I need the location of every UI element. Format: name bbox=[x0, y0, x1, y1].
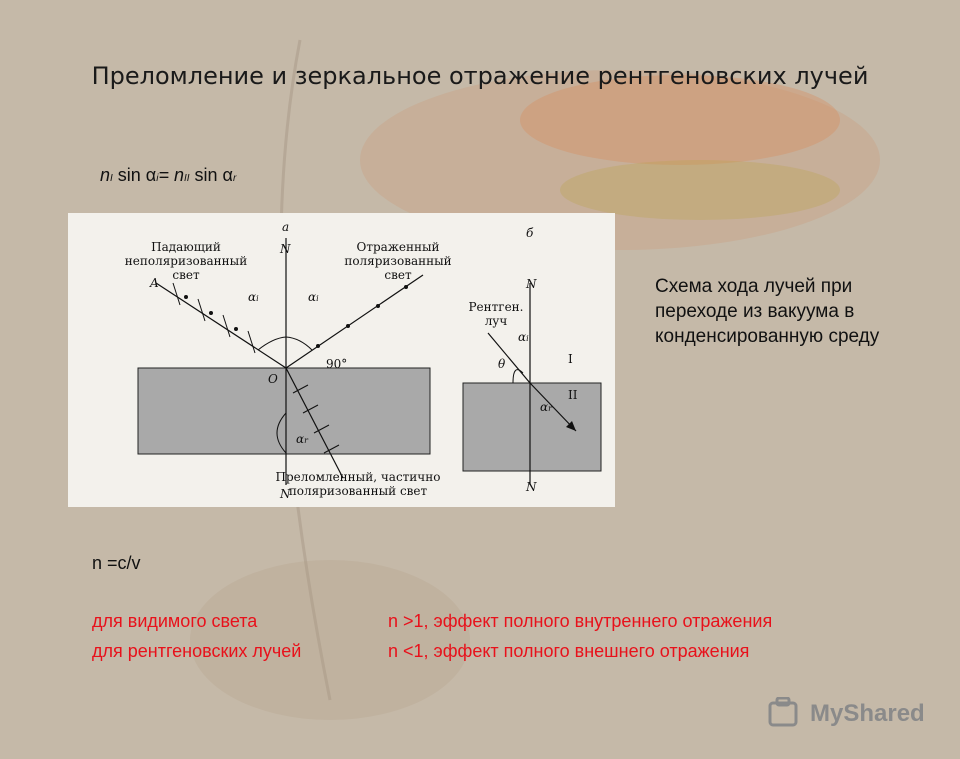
svg-text:αi: αi bbox=[518, 330, 529, 344]
svg-text:Падающий: Падающий bbox=[151, 240, 221, 254]
svg-text:N: N bbox=[280, 487, 291, 501]
svg-text:θ: θ bbox=[498, 357, 506, 371]
svg-text:Отраженный: Отраженный bbox=[356, 240, 440, 254]
svg-text:б: б bbox=[526, 226, 534, 240]
logo-text: MyShared bbox=[810, 700, 925, 727]
svg-text:αi: αi bbox=[308, 290, 319, 304]
snell-formula: nI sin αi= nII sin αr bbox=[100, 165, 237, 185]
svg-text:свет: свет bbox=[384, 268, 412, 282]
refraction-diagram bbox=[68, 213, 615, 507]
svg-text:поляризованный свет: поляризованный свет bbox=[288, 484, 428, 498]
xray-row: для рентгеновских лучей n <1, эффект полного внешнего отражения bbox=[92, 641, 750, 661]
svg-text:A: A bbox=[150, 276, 159, 290]
diagram-caption: Схема хода лучей при переходе из вакуума в конденсированную среду bbox=[655, 276, 880, 347]
svg-text:αr: αr bbox=[296, 432, 308, 446]
refractive-index-formula: n =c/v bbox=[92, 553, 141, 573]
svg-text:O: O bbox=[268, 372, 278, 386]
svg-text:Преломленный, частично: Преломленный, частично bbox=[275, 470, 441, 484]
svg-text:N: N bbox=[526, 277, 537, 291]
svg-text:II: II bbox=[568, 388, 578, 402]
svg-text:I: I bbox=[568, 352, 573, 366]
svg-text:αi: αi bbox=[248, 290, 259, 304]
svg-text:поляризованный: поляризованный bbox=[344, 254, 452, 268]
svg-text:свет: свет bbox=[172, 268, 200, 282]
svg-text:αr: αr bbox=[540, 400, 552, 414]
svg-text:луч: луч bbox=[484, 314, 508, 328]
svg-text:90°: 90° bbox=[326, 357, 348, 371]
svg-text:неполяризованный: неполяризованный bbox=[124, 254, 248, 268]
svg-text:N: N bbox=[280, 242, 291, 256]
visible-light-row: для видимого света n >1, эффект полного внутреннего отражения bbox=[92, 611, 773, 631]
medium-block-a bbox=[138, 368, 430, 454]
svg-text:N: N bbox=[526, 480, 537, 494]
svg-text:а: а bbox=[282, 220, 290, 234]
svg-text:Рентген.: Рентген. bbox=[468, 300, 524, 314]
slide-title: Преломление и зеркальное отражение рентгеновских лучей bbox=[91, 62, 869, 90]
medium-block-b bbox=[463, 383, 601, 471]
